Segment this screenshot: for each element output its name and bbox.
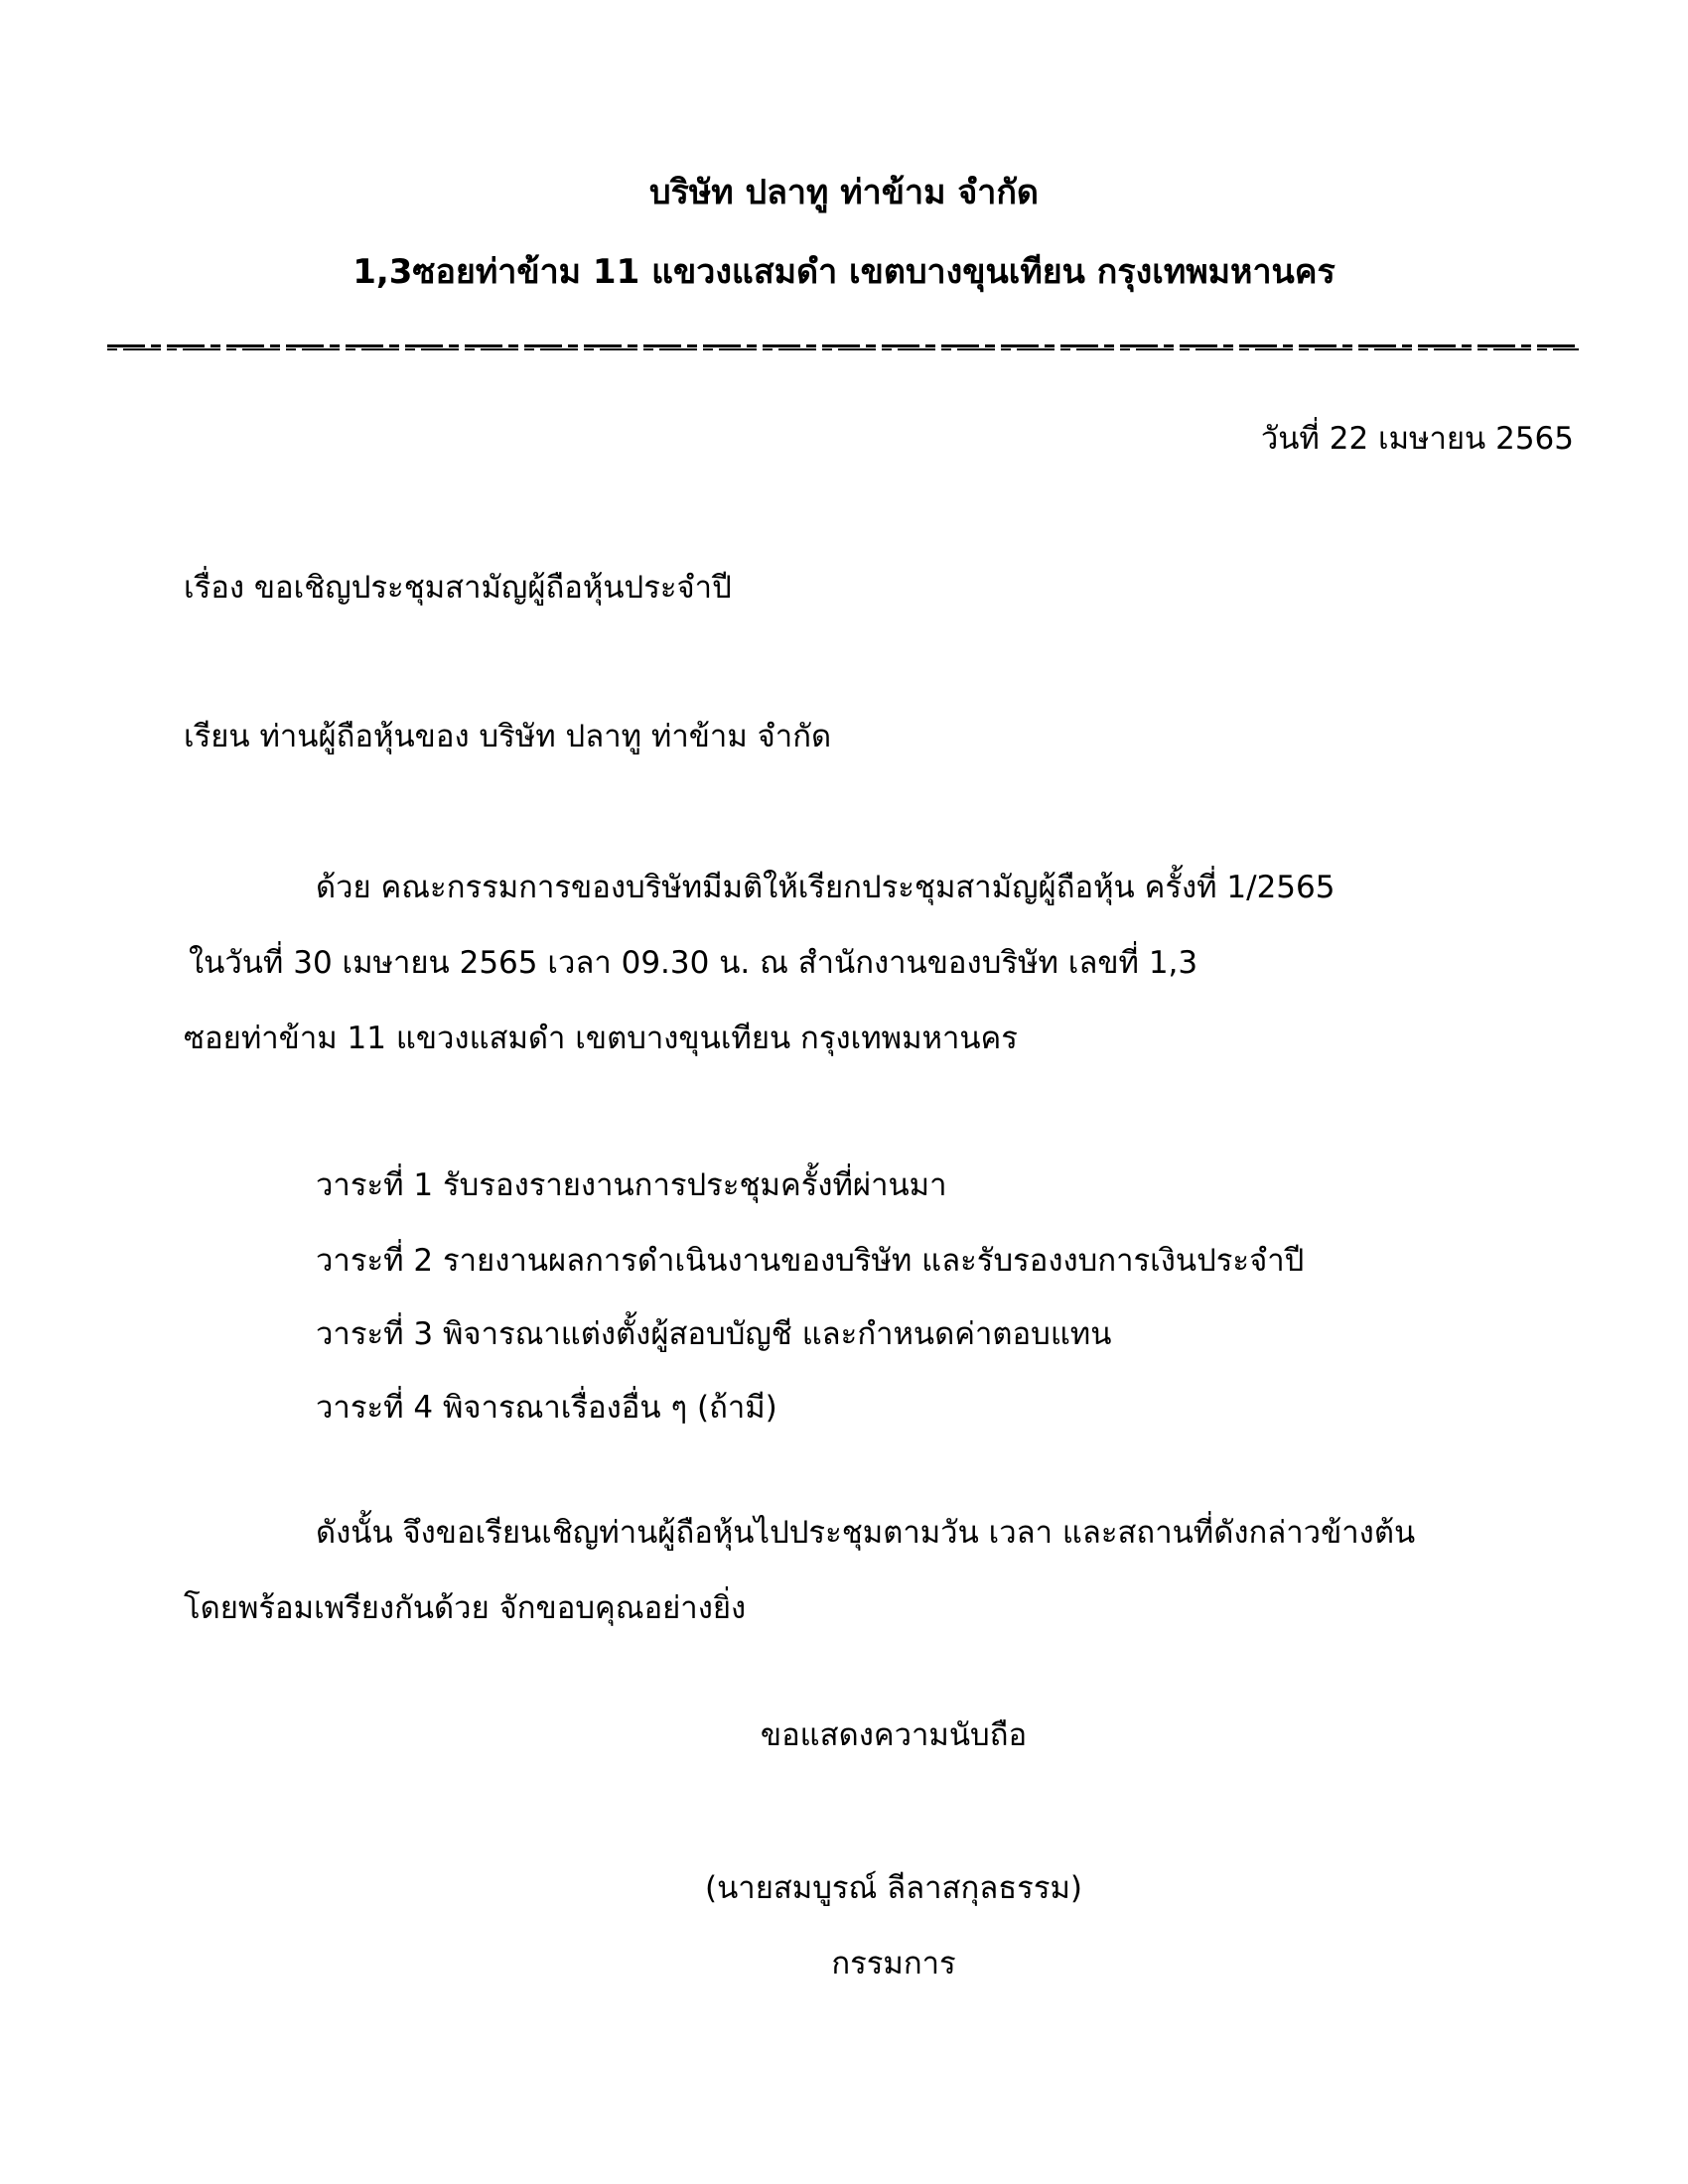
intro-line-3: ซอยท่าข้าม 11 แขวงแสมดำ เขตบางขุนเทียน กรุงเทพมหานคร	[184, 1021, 1018, 1056]
letter-subject: เรื่อง ขอเชิญประชุมสามัญผู้ถือหุ้นประจำปี	[184, 570, 732, 606]
signature-name: (นายสมบูรณ์ ลีลาสกุลธรรม)	[705, 1870, 1082, 1906]
closing-line-2: โดยพร้อมเพรียงกันด้วย จักขอบคุณอย่างยิ่ง	[184, 1590, 747, 1626]
letter-date: วันที่ 22 เมษายน 2565	[1260, 421, 1574, 457]
intro-line-1: ด้วย คณะกรรมการของบริษัทมีมติให้เรียกประชุมสามัญผู้ถือหุ้น ครั้งที่ 1/2565	[316, 870, 1336, 905]
agenda-item-2: วาระที่ 2 รายงานผลการดำเนินงานของบริษัท และรับรองงบการเงินประจำปี	[316, 1243, 1305, 1279]
agenda-item-4: วาระที่ 4 พิจารณาเรื่องอื่น ๆ (ถ้ามี)	[316, 1390, 777, 1426]
letter-recipient: เรียน ท่านผู้ถือหุ้นของ บริษัท ปลาทู ท่าข้าม จำกัด	[184, 719, 832, 754]
signature-regards: ขอแสดงความนับถือ	[760, 1717, 1028, 1753]
signature-position: กรรมการ	[831, 1946, 956, 1981]
header-divider	[107, 343, 1579, 351]
company-name: บริษัท ปลาทู ท่าข้าม จำกัด	[648, 173, 1040, 212]
company-address: 1,3ซอยท่าข้าม 11 แขวงแสมดำ เขตบางขุนเทียน กรุงเทพมหานคร	[352, 252, 1336, 292]
closing-line-1: ดังนั้น จึงขอเรียนเชิญท่านผู้ถือหุ้นไปประชุมตามวัน เวลา และสถานที่ดังกล่าวข้างต้น	[316, 1515, 1416, 1551]
agenda-item-1: วาระที่ 1 รับรองรายงานการประชุมครั้งที่ผ่านมา	[316, 1167, 947, 1203]
agenda-item-3: วาระที่ 3 พิจารณาแต่งตั้งผู้สอบบัญชี และกำหนดค่าตอบแทน	[316, 1316, 1112, 1352]
intro-line-2: ในวันที่ 30 เมษายน 2565 เวลา 09.30 น. ณ สำนักงานของบริษัท เลขที่ 1,3	[189, 945, 1198, 981]
